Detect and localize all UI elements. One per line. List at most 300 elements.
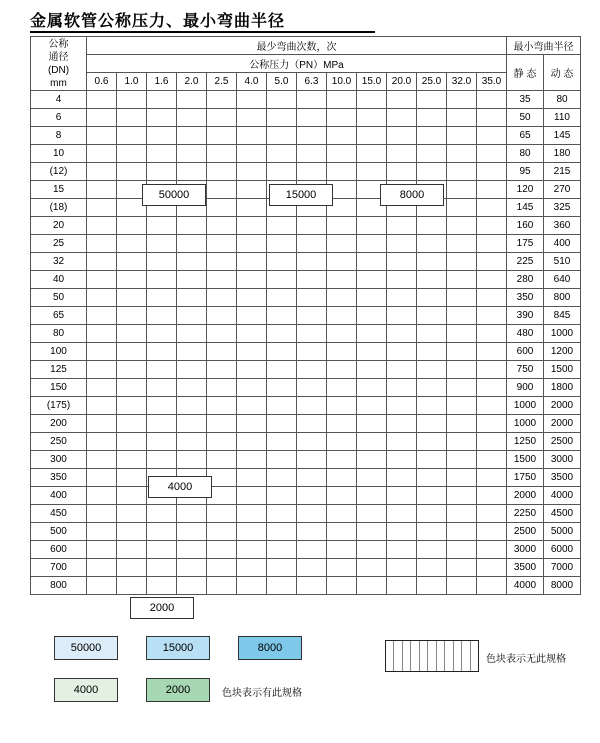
spec-cell [267,433,297,451]
radius-static-value: 2500 [507,523,544,541]
spec-cell [87,415,117,433]
spec-cell [417,253,447,271]
spec-cell [87,145,117,163]
table-row [31,559,581,577]
spec-cell [267,415,297,433]
spec-cell [357,109,387,127]
spec-cell [327,307,357,325]
spec-cell [177,397,207,415]
spec-cell [267,487,297,505]
spec-cell [327,541,357,559]
spec-cell [297,559,327,577]
table-row [31,109,581,127]
dn-value: 25 [31,235,87,253]
dn-header-line-2: 通径 [48,51,69,63]
radius-dynamic-value: 1200 [544,343,581,361]
dn-value: 700 [31,559,87,577]
spec-cell [417,541,447,559]
spec-cell [207,433,237,451]
spec-cell [327,145,357,163]
spec-cell [207,307,237,325]
radius-static-value: 3500 [507,559,544,577]
spec-cell [327,433,357,451]
spec-cell [147,397,177,415]
pressure-col-header: 35.0 [477,73,507,91]
spec-cell [147,505,177,523]
spec-cell [447,163,477,181]
table-row [31,523,581,541]
spec-cell [447,343,477,361]
spec-cell [177,271,207,289]
spec-cell [117,397,147,415]
spec-cell [207,91,237,109]
spec-cell [357,379,387,397]
spec-cell [207,289,237,307]
spec-cell [117,379,147,397]
spec-cell [87,397,117,415]
spec-cell [417,289,447,307]
spec-cell [477,451,507,469]
spec-cell [177,361,207,379]
spec-cell [297,109,327,127]
spec-cell [477,199,507,217]
spec-cell [237,523,267,541]
spec-cell [447,289,477,307]
table-row [31,415,581,433]
dn-value: 80 [31,325,87,343]
dn-value: 100 [31,343,87,361]
table-row [31,163,581,181]
spec-cell [447,487,477,505]
spec-cell [177,109,207,127]
spec-cell [477,127,507,145]
radius-dynamic-value: 360 [544,217,581,235]
spec-cell [387,505,417,523]
spec-cell [237,559,267,577]
spec-cell [297,91,327,109]
spec-cell [117,235,147,253]
spec-cell [387,577,417,595]
spec-cell [87,109,117,127]
dn-value: 15 [31,181,87,199]
spec-cell [147,145,177,163]
spec-cell [357,469,387,487]
spec-cell [237,289,267,307]
spec-cell [237,217,267,235]
header-row-2 [31,55,581,73]
spec-cell [477,361,507,379]
spec-cell [447,415,477,433]
spec-cell [447,361,477,379]
spec-cell [357,541,387,559]
spec-cell [177,307,207,325]
spec-cell [387,163,417,181]
spec-cell [417,487,447,505]
spec-cell [147,289,177,307]
spec-cell [207,379,237,397]
spec-cell [237,91,267,109]
spec-cell [447,577,477,595]
dn-header-line-3: (DN) [47,64,70,76]
spec-cell [447,505,477,523]
spec-cell [147,163,177,181]
spec-cell [417,451,447,469]
spec-cell [177,415,207,433]
table-row [31,397,581,415]
spec-cell [117,577,147,595]
spec-cell [357,235,387,253]
spec-cell [207,127,237,145]
table-row [31,307,581,325]
spec-cell [207,343,237,361]
spec-cell [267,307,297,325]
spec-cell [207,145,237,163]
spec-cell [297,289,327,307]
spec-cell [297,397,327,415]
overlay-label: 50000 [142,184,206,206]
spec-cell [357,487,387,505]
dn-value: 20 [31,217,87,235]
spec-cell [117,271,147,289]
spec-cell [357,415,387,433]
radius-dynamic-value: 6000 [544,541,581,559]
spec-cell [327,91,357,109]
legend-no-spec-text: 色块表示无此规格 [486,654,566,665]
dn-value: 300 [31,451,87,469]
spec-cell [117,217,147,235]
spec-cell [117,145,147,163]
spec-cell [327,379,357,397]
spec-cell [207,217,237,235]
pressure-col-header: 6.3 [297,73,327,91]
spec-cell [387,127,417,145]
spec-cell [417,433,447,451]
spec-cell [357,397,387,415]
spec-cell [267,451,297,469]
spec-cell [297,307,327,325]
radius-static-value: 900 [507,379,544,397]
spec-cell [387,235,417,253]
spec-cell [147,307,177,325]
spec-cell [147,415,177,433]
spec-cell [87,163,117,181]
spec-cell [417,577,447,595]
radius-dynamic-value: 7000 [544,559,581,577]
radius-static-value: 95 [507,163,544,181]
spec-cell [177,379,207,397]
spec-cell [117,91,147,109]
spec-cell [477,523,507,541]
spec-cell [477,91,507,109]
spec-cell [447,145,477,163]
spec-cell [87,523,117,541]
spec-cell [237,577,267,595]
spec-cell [87,343,117,361]
radius-static-value: 390 [507,307,544,325]
spec-cell [417,469,447,487]
spec-cell [297,487,327,505]
spec-cell [267,379,297,397]
radius-static-header: 静 态 [507,55,544,91]
spec-cell [177,523,207,541]
dn-value: 150 [31,379,87,397]
spec-cell [237,469,267,487]
spec-cell [417,217,447,235]
radius-dynamic-value: 145 [544,127,581,145]
spec-cell [387,433,417,451]
spec-cell [387,379,417,397]
legend [30,636,570,716]
spec-cell [417,523,447,541]
spec-cell [177,559,207,577]
spec-cell [177,217,207,235]
dn-value: (18) [31,199,87,217]
legend-swatch-4000: 4000 [54,678,118,702]
pressure-col-header: 2.0 [177,73,207,91]
dn-value: 800 [31,577,87,595]
spec-cell [477,379,507,397]
spec-cell [237,379,267,397]
radius-dynamic-value: 215 [544,163,581,181]
spec-cell [267,289,297,307]
spec-cell [417,109,447,127]
spec-cell [357,451,387,469]
header-row-1 [31,37,581,55]
spec-cell [327,523,357,541]
spec-cell [297,343,327,361]
table-row [31,289,581,307]
pressure-col-header: 15.0 [357,73,387,91]
overlay-label: 4000 [148,476,212,498]
spec-cell [87,469,117,487]
spec-cell [357,559,387,577]
spec-cell [117,523,147,541]
spec-cell [237,415,267,433]
radius-dynamic-value: 3500 [544,469,581,487]
radius-dynamic-value: 640 [544,271,581,289]
spec-cell [387,109,417,127]
spec-cell [87,577,117,595]
spec-cell [177,451,207,469]
spec-cell [267,343,297,361]
spec-cell [237,451,267,469]
spec-cell [297,235,327,253]
spec-cell [357,505,387,523]
spec-cell [417,235,447,253]
radius-static-value: 1500 [507,451,544,469]
radius-static-value: 1750 [507,469,544,487]
spec-cell [387,91,417,109]
radius-static-value: 65 [507,127,544,145]
radius-dynamic-value: 845 [544,307,581,325]
radius-static-value: 80 [507,145,544,163]
table-body [31,91,581,595]
spec-cell [87,199,117,217]
spec-cell [477,325,507,343]
radius-static-value: 1000 [507,397,544,415]
spec-cell [357,145,387,163]
spec-cell [117,361,147,379]
radius-static-value: 600 [507,343,544,361]
spec-cell [357,289,387,307]
spec-cell [357,271,387,289]
spec-cell [87,505,117,523]
spec-cell [87,181,117,199]
spec-cell [117,325,147,343]
spec-cell [327,217,357,235]
pressure-col-header: 1.6 [147,73,177,91]
spec-cell [387,415,417,433]
spec-cell [297,325,327,343]
pressure-col-header: 1.0 [117,73,147,91]
spec-cell [417,127,447,145]
spec-cell [387,217,417,235]
dn-value: 50 [31,289,87,307]
table-row [31,145,581,163]
spec-cell [147,379,177,397]
spec-cell [87,253,117,271]
spec-cell [327,289,357,307]
spec-cell [417,559,447,577]
spec-cell [477,307,507,325]
spec-cell [237,397,267,415]
radius-static-value: 350 [507,289,544,307]
spec-cell [177,235,207,253]
spec-cell [237,541,267,559]
spec-cell [327,361,357,379]
spec-cell [387,253,417,271]
spec-cell [447,235,477,253]
spec-cell [297,451,327,469]
table-row [31,469,581,487]
radius-dynamic-value: 2500 [544,433,581,451]
spec-cell [327,325,357,343]
spec-cell [447,559,477,577]
radius-static-value: 225 [507,253,544,271]
spec-cell [147,91,177,109]
pressure-col-header: 4.0 [237,73,267,91]
table-row [31,253,581,271]
radius-dynamic-value: 5000 [544,523,581,541]
spec-cell [87,559,117,577]
spec-cell [237,199,267,217]
spec-cell [207,451,237,469]
radius-static-value: 50 [507,109,544,127]
spec-cell [117,487,147,505]
dn-value: 65 [31,307,87,325]
spec-cell [477,469,507,487]
dn-value: 32 [31,253,87,271]
dn-value: 6 [31,109,87,127]
spec-cell [327,271,357,289]
spec-cell [447,109,477,127]
spec-cell [117,343,147,361]
dn-header-line-4: mm [50,77,67,89]
spec-cell [177,505,207,523]
spec-cell [357,523,387,541]
overlay-label: 2000 [130,597,194,619]
spec-cell [207,361,237,379]
radius-static-value: 280 [507,271,544,289]
table-row [31,271,581,289]
spec-cell [297,217,327,235]
spec-cell [267,109,297,127]
bend-radius-header: 最小弯曲半径 [507,37,581,55]
spec-cell [297,127,327,145]
radius-static-value: 160 [507,217,544,235]
spec-cell [87,451,117,469]
spec-cell [477,487,507,505]
table-header [31,37,581,91]
spec-cell [117,559,147,577]
spec-cell [87,325,117,343]
spec-cell [87,217,117,235]
spec-cell [477,577,507,595]
table-row [31,505,581,523]
title-underline [30,31,375,33]
spec-cell [477,253,507,271]
spec-cell [327,235,357,253]
spec-cell [357,163,387,181]
spec-cell [327,343,357,361]
spec-cell [477,163,507,181]
table-row [31,343,581,361]
pressure-col-header: 32.0 [447,73,477,91]
spec-cell [147,559,177,577]
spec-cell [117,253,147,271]
spec-cell [87,487,117,505]
table-row [31,127,581,145]
radius-dynamic-header: 动 态 [544,55,581,91]
spec-cell [147,271,177,289]
spec-cell [177,91,207,109]
spec-cell [267,397,297,415]
spec-cell [447,523,477,541]
radius-static-value: 2000 [507,487,544,505]
radius-static-value: 1250 [507,433,544,451]
spec-cell [147,361,177,379]
dn-value: 10 [31,145,87,163]
spec-cell [327,487,357,505]
spec-cell [267,325,297,343]
spec-cell [87,127,117,145]
spec-cell [477,235,507,253]
spec-cell [477,181,507,199]
spec-cell [327,127,357,145]
spec-cell [447,541,477,559]
header-row-3 [31,73,581,91]
spec-cell [207,235,237,253]
dn-value: (175) [31,397,87,415]
spec-cell [357,253,387,271]
dn-header-line-1: 公称 [48,38,69,50]
spec-cell [387,559,417,577]
spec-cell [357,343,387,361]
pressure-header: 公称压力（PN）MPa [87,55,507,73]
dn-value: 600 [31,541,87,559]
spec-cell [117,541,147,559]
spec-cell [297,253,327,271]
spec-cell [357,127,387,145]
spec-cell [357,433,387,451]
dn-value: 350 [31,469,87,487]
spec-cell [387,487,417,505]
pressure-col-header: 20.0 [387,73,417,91]
dn-value: 40 [31,271,87,289]
spec-cell [267,577,297,595]
spec-cell [207,397,237,415]
pressure-col-header: 0.6 [87,73,117,91]
